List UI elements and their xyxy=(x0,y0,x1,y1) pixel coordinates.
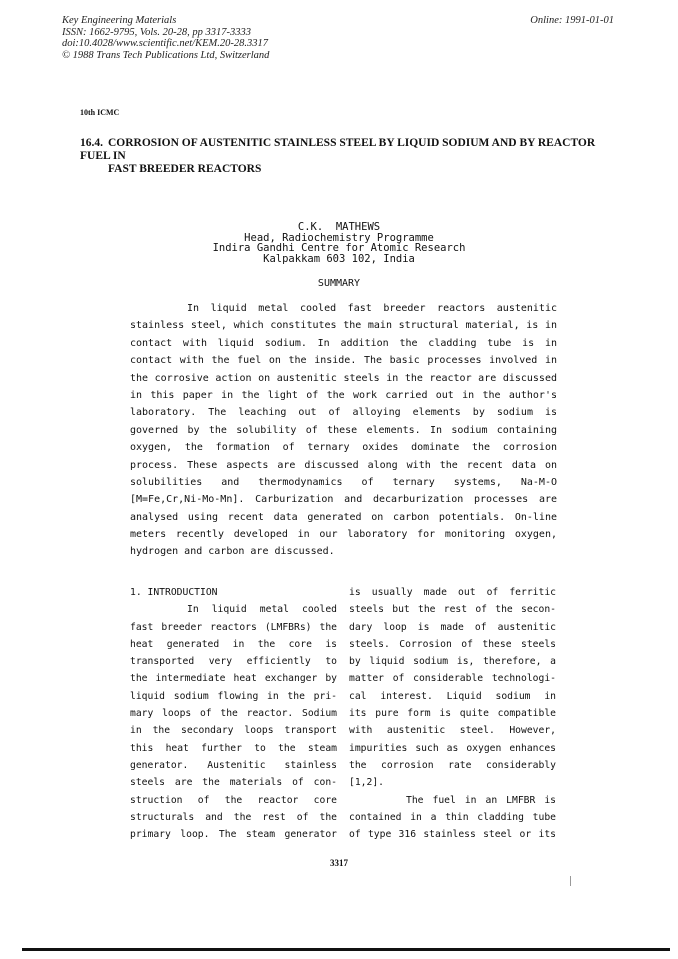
summary-heading: SUMMARY xyxy=(317,278,361,289)
body-line: structurals and the rest of the xyxy=(130,811,337,823)
summary-line: in this paper in the light of the work carried out in the author's xyxy=(130,389,557,401)
author-position: Head, Radiochemistry Programme xyxy=(244,231,434,244)
body-line: struction of the reactor core xyxy=(130,794,337,806)
summary-text xyxy=(130,300,557,561)
body-line: contained in a thin cladding tube xyxy=(349,811,556,823)
body-line: The fuel in an LMFBR is xyxy=(406,794,556,806)
author-block xyxy=(0,222,678,264)
citation-journal: Key Engineering Materials xyxy=(62,15,177,26)
author-institution: Indira Gandhi Centre for Atomic Research xyxy=(212,242,466,254)
body-line: dary loop is made of austenitic xyxy=(349,621,556,633)
summary-line: process. These aspects are discussed along with the recent data on xyxy=(130,459,557,471)
summary-line: laboratory. The leaching out of alloying elements by sodium is xyxy=(130,407,557,419)
citation-issn: ISSN: 1662-9795, Vols. 20-28, pp 3317-3333 xyxy=(62,26,251,38)
body-line: steels are the materials of con- xyxy=(130,777,337,789)
body-line: generator. Austenitic stainless xyxy=(130,759,337,771)
section-heading-introduction: 1. INTRODUCTION xyxy=(130,587,218,598)
scan-artifact xyxy=(570,876,571,886)
body-line: with austenitic steel. However, xyxy=(349,725,556,737)
page-number: 3317 xyxy=(330,858,348,868)
body-line: steels. Corrosion of these steels xyxy=(349,638,556,650)
summary-line: solubilities and thermodynamics of ternary systems, Na-M-O xyxy=(130,476,557,488)
body-line: its pure form is quite compatible xyxy=(349,708,556,720)
summary-line: governed by the solubility of these elements. In sodium containing xyxy=(130,424,557,436)
body-line: cal interest. Liquid sodium in xyxy=(349,690,556,702)
body-line: primary loop. The steam generator xyxy=(130,829,337,841)
title-line-1: CORROSION OF AUSTENITIC STAINLESS STEEL BY LIQUID SODIUM AND BY REACTOR FUEL IN xyxy=(80,137,596,162)
body-line: the corrosion rate considerably xyxy=(349,759,556,771)
body-line: of type 316 stainless steel or its xyxy=(349,829,556,841)
paper-title xyxy=(80,137,620,176)
body-line: [1,2]. xyxy=(349,777,384,789)
summary-line: meters recently developed in our laboratory for monitoring oxygen, xyxy=(130,529,557,541)
author-name: C.K. MATHEWS xyxy=(297,221,381,233)
right-column xyxy=(349,584,556,843)
body-line: this heat further to the steam xyxy=(130,742,337,754)
summary-line: oxygen, the formation of ternary oxides dominate the corrosion xyxy=(130,442,557,454)
body-line: heat generated in the core is xyxy=(130,638,337,650)
summary-line: [M=Fe,Cr,Ni-Mo-Mn]. Carburization and decarburization processes are xyxy=(130,494,557,506)
body-line: in the secondary loops transport xyxy=(130,725,337,737)
conference-label: 10th ICMC xyxy=(80,108,120,117)
author-address: Kalpakkam 603 102, India xyxy=(263,252,415,265)
citation-doi: doi:10.4028/www.scientific.net/KEM.20-28.3317 xyxy=(62,38,268,49)
body-line: In liquid metal cooled xyxy=(187,604,337,616)
summary-line: contact with the fuel on the inside. The basic processes involved in xyxy=(130,355,557,367)
title-line-2: FAST BREEDER REACTORS xyxy=(108,163,262,175)
body-line: the intermediate heat exchanger by xyxy=(130,673,337,685)
citation-block xyxy=(62,15,269,61)
body-line: impurities such as oxygen enhances xyxy=(349,742,556,754)
summary-line: stainless steel, which constitutes the main structural material, is in xyxy=(130,320,557,332)
body-line: liquid sodium flowing in the pri- xyxy=(130,690,337,702)
bottom-rule xyxy=(22,948,670,951)
body-line: steels but the rest of the secon- xyxy=(349,604,556,616)
summary-line: the corrosive action on austenitic steels in the reactor are discussed xyxy=(130,372,557,384)
body-line: mary loops of the reactor. Sodium xyxy=(130,708,337,720)
summary-line: In liquid metal cooled fast breeder reactors austenitic xyxy=(187,303,557,314)
summary-line: analysed using recent data generated on carbon potentials. On-line xyxy=(130,511,557,523)
body-line: by liquid sodium is, therefore, a xyxy=(349,656,556,668)
left-column xyxy=(130,584,337,843)
body-line: transported very efficiently to xyxy=(130,656,337,668)
body-line: matter of considerable technologi- xyxy=(349,673,556,685)
section-number: 16.4. xyxy=(80,137,103,149)
summary-line: contact with liquid sodium. In addition the cladding tube is in xyxy=(130,337,557,349)
summary-line: hydrogen and carbon are discussed. xyxy=(130,546,335,558)
body-line: fast breeder reactors (LMFBRs) the xyxy=(130,621,337,633)
online-date: Online: 1991-01-01 xyxy=(530,15,614,26)
citation-copyright: © 1988 Trans Tech Publications Ltd, Switzerland xyxy=(62,49,270,61)
body-line: is usually made out of ferritic xyxy=(349,587,556,598)
